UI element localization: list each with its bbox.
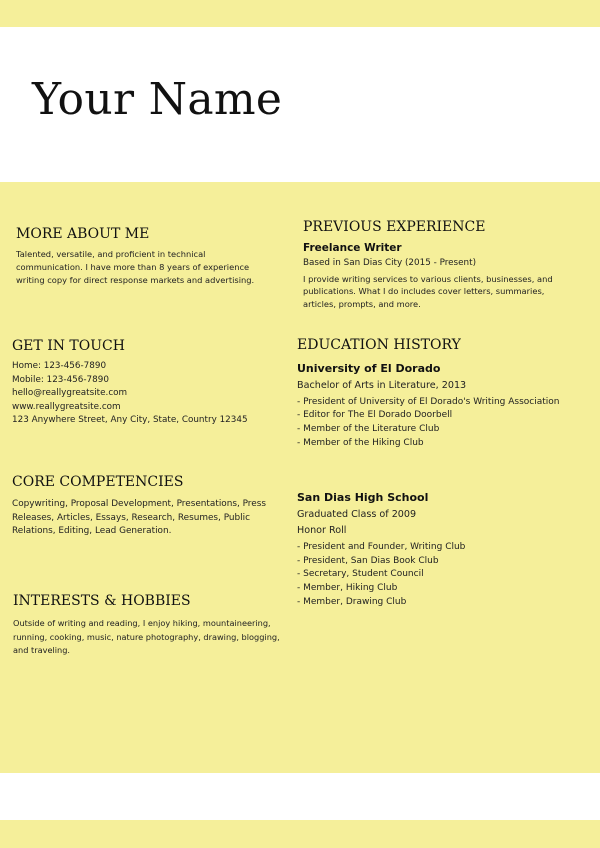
school-bullet: - Member, Hiking Club (297, 583, 398, 594)
education-school-1 (297, 362, 587, 450)
school-detail: Bachelor of Arts in Literature, 2013 (297, 380, 467, 391)
school-bullet: - President and Founder, Writing Club (297, 542, 466, 552)
school-name: University of El Dorado (297, 362, 441, 375)
contact-heading: GET IN TOUCH (12, 338, 125, 354)
interests-text: Outside of writing and reading, I enjoy hiking, mountaineering, running, cooking, music, nature photography, drawing, blogging, and traveling. (13, 618, 280, 655)
education-heading: EDUCATION HISTORY (297, 337, 461, 353)
school-detail: Graduated Class of 2009 (297, 509, 417, 520)
competencies-heading: CORE COMPETENCIES (12, 474, 184, 490)
contact-mobile: Mobile: 123-456-7890 (12, 374, 109, 385)
about-section (16, 226, 268, 286)
interests-heading: INTERESTS & HOBBIES (13, 593, 191, 609)
school-bullet: - Editor for The El Dorado Doorbell (297, 410, 453, 421)
experience-description: I provide writing services to various clients, businesses, and publications. What I do includes cover letters, summaries, articles, prompts, and more. (303, 273, 553, 310)
school-bullet: - Member of the Literature Club (297, 423, 440, 434)
experience-location: Based in San Dias City (2015 - Present) (303, 258, 477, 268)
about-text: Talented, versatile, and proficient in technical communication. I have more than 8 years of experience writing copy for direct response markets and advertising. (16, 249, 255, 285)
contact-website: www.reallygreatsite.com (12, 401, 121, 412)
contact-home: Home: 123-456-7890 (12, 361, 107, 371)
contact-email: hello@reallygreatsite.com (12, 388, 128, 398)
competencies-text: Copywriting, Proposal Development, Presentations, Press Releases, Articles, Essays, Research, Resumes, Public Relations, Editing, Lead Generation. (12, 499, 266, 537)
school-detail: Honor Roll (297, 524, 347, 536)
contact-address: 123 Anywhere Street, Any City, State, Country 12345 (12, 415, 248, 425)
experience-title: Freelance Writer (303, 242, 402, 254)
experience-section (303, 219, 583, 311)
interests-section (13, 593, 283, 658)
experience-heading: PREVIOUS EXPERIENCE (303, 219, 486, 235)
about-heading: MORE ABOUT ME (16, 226, 150, 242)
education-school-2 (297, 491, 587, 610)
resume-name: Your Name (32, 74, 283, 125)
school-bullet: - Secretary, Student Council (297, 569, 424, 580)
school-bullet: - Member, Drawing Club (297, 596, 407, 607)
school-bullet: - Member of the Hiking Club (297, 437, 424, 448)
competencies-section (12, 474, 292, 539)
school-bullet: - President of University of El Dorado's Writing Association (297, 396, 560, 407)
education-section (297, 337, 587, 353)
school-bullet: - President, San Dias Book Club (297, 555, 439, 566)
footer-band (0, 773, 600, 820)
contact-section (12, 338, 272, 428)
school-name: San Dias High School (297, 491, 429, 504)
